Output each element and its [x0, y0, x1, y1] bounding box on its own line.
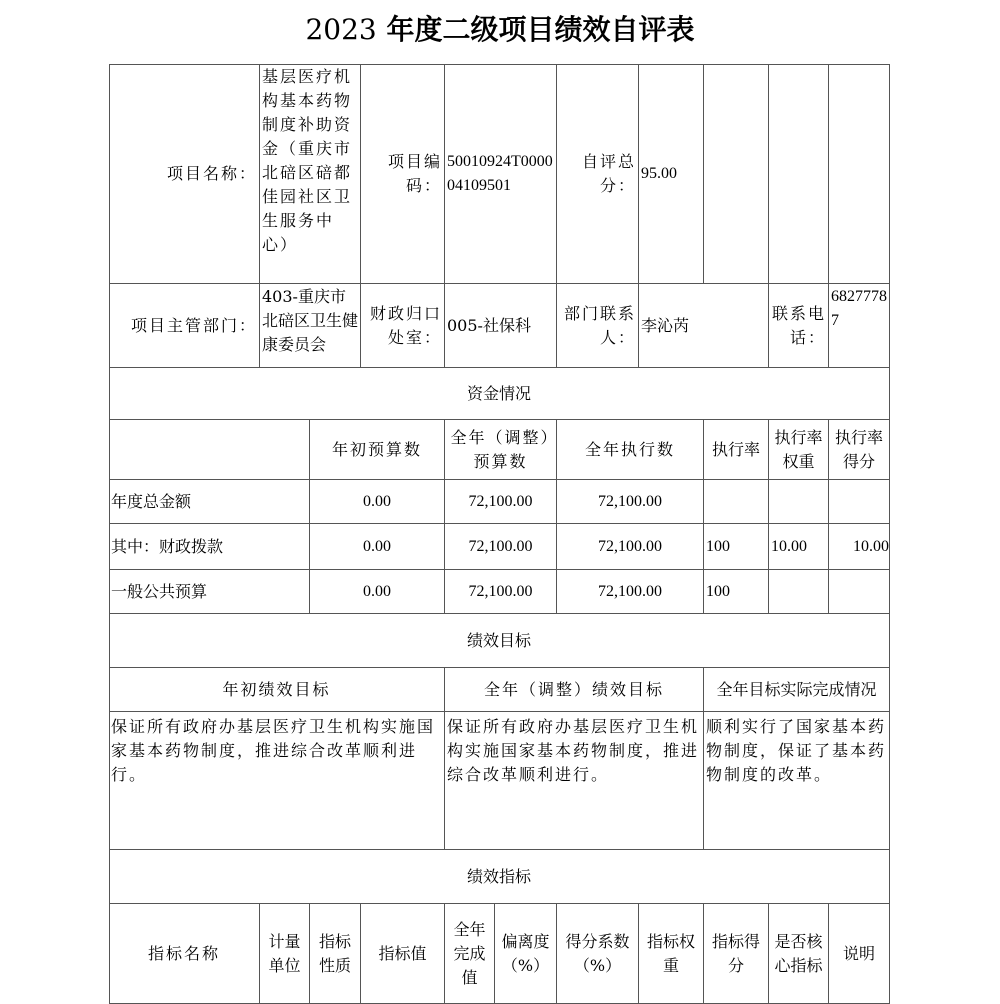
- funds-header-score: 执行率得分: [829, 420, 890, 480]
- funds-row-label: 一般公共预算: [109, 570, 310, 614]
- finance-value: 005-社保科: [445, 284, 557, 368]
- indicator-header-core: 是否核心指标: [769, 904, 829, 1004]
- funds-row-executed: 72,100.00: [557, 570, 704, 614]
- funds-row-adjusted: 72,100.00: [445, 570, 557, 614]
- indicator-header-note: 说明: [829, 904, 890, 1004]
- funds-row-score: [829, 570, 890, 614]
- phone-label: 联系电话：: [769, 284, 829, 368]
- title-text: 年度二级项目绩效自评表: [386, 13, 695, 46]
- funds-row-score: 10.00: [829, 524, 890, 570]
- indicator-header-score: 指标得分: [704, 904, 769, 1004]
- phone-value: 68277787: [829, 284, 890, 368]
- project-code-label: 项目编码：: [361, 64, 445, 284]
- funds-row-label: 其中：财政拨款: [109, 524, 310, 570]
- project-name-label: 项目名称：: [109, 64, 260, 284]
- funds-row-initial: 0.00: [310, 480, 445, 524]
- finance-label: 财政归口处室：: [361, 284, 445, 368]
- project-code-value: 50010924T000004109501: [445, 64, 557, 284]
- indicator-header-nature: 指标性质: [310, 904, 361, 1004]
- empty-cell: [704, 64, 769, 284]
- goals-header-actual: 全年目标实际完成情况: [704, 668, 890, 712]
- funds-row-executed: 72,100.00: [557, 480, 704, 524]
- goal-adjusted-text: 保证所有政府办基层医疗卫生机构实施国家基本药物制度，推进综合改革顺利进行。: [445, 712, 704, 850]
- indicators-section-header: 绩效指标: [109, 850, 890, 904]
- funds-row-weight: 10.00: [769, 524, 829, 570]
- indicator-header-unit: 计量单位: [260, 904, 310, 1004]
- funds-row-initial: 0.00: [310, 570, 445, 614]
- funds-row-adjusted: 72,100.00: [445, 480, 557, 524]
- indicator-header-completed: 全年完成值: [445, 904, 495, 1004]
- self-score-label: 自评总分：: [557, 64, 639, 284]
- evaluation-table: [109, 64, 890, 1004]
- empty-cell: [109, 420, 310, 480]
- project-name-value: 基层医疗机构基本药物制度补助资金（重庆市北碚区碚都佳园社区卫生服务中心）: [260, 64, 361, 284]
- indicator-header-deviation: 偏离度（%）: [495, 904, 557, 1004]
- contact-value: 李沁芮: [639, 284, 769, 368]
- funds-header-weight: 执行率权重: [769, 420, 829, 480]
- funds-row-adjusted: 72,100.00: [445, 524, 557, 570]
- funds-header-executed: 全年执行数: [557, 420, 704, 480]
- funds-row-weight: [769, 570, 829, 614]
- indicator-header-weight: 指标权重: [639, 904, 704, 1004]
- page-title: [0, 8, 1000, 48]
- empty-cell: [829, 64, 890, 284]
- funds-header-rate: 执行率: [704, 420, 769, 480]
- indicator-header-name: 指标名称: [109, 904, 260, 1004]
- funds-row-executed: 72,100.00: [557, 524, 704, 570]
- funds-header-adjusted: 全年（调整）预算数: [445, 420, 557, 480]
- funds-header-initial: 年初预算数: [310, 420, 445, 480]
- indicator-header-value: 指标值: [361, 904, 445, 1004]
- dept-value: 403-重庆市北碚区卫生健康委员会: [260, 284, 361, 368]
- funds-row-weight: [769, 480, 829, 524]
- goals-section-header: 绩效目标: [109, 614, 890, 668]
- funds-row-rate: [704, 480, 769, 524]
- dept-label: 项目主管部门：: [109, 284, 260, 368]
- funds-section-header: 资金情况: [109, 368, 890, 420]
- contact-label: 部门联系人：: [557, 284, 639, 368]
- title-year: 2023: [305, 13, 377, 46]
- funds-row-rate: 100: [704, 524, 769, 570]
- goal-actual-text: 顺利实行了国家基本药物制度，保证了基本药物制度的改革。: [704, 712, 890, 850]
- funds-row-label: 年度总金额: [109, 480, 310, 524]
- funds-row-score: [829, 480, 890, 524]
- funds-row-rate: 100: [704, 570, 769, 614]
- funds-row-initial: 0.00: [310, 524, 445, 570]
- empty-cell: [769, 64, 829, 284]
- goal-initial-text: 保证所有政府办基层医疗卫生机构实施国家基本药物制度，推进综合改革顺利进行。: [109, 712, 445, 850]
- indicator-header-coefficient: 得分系数（%）: [557, 904, 639, 1004]
- goals-header-adjusted: 全年（调整）绩效目标: [445, 668, 704, 712]
- goals-header-initial: 年初绩效目标: [109, 668, 445, 712]
- self-score-value: 95.00: [639, 64, 704, 284]
